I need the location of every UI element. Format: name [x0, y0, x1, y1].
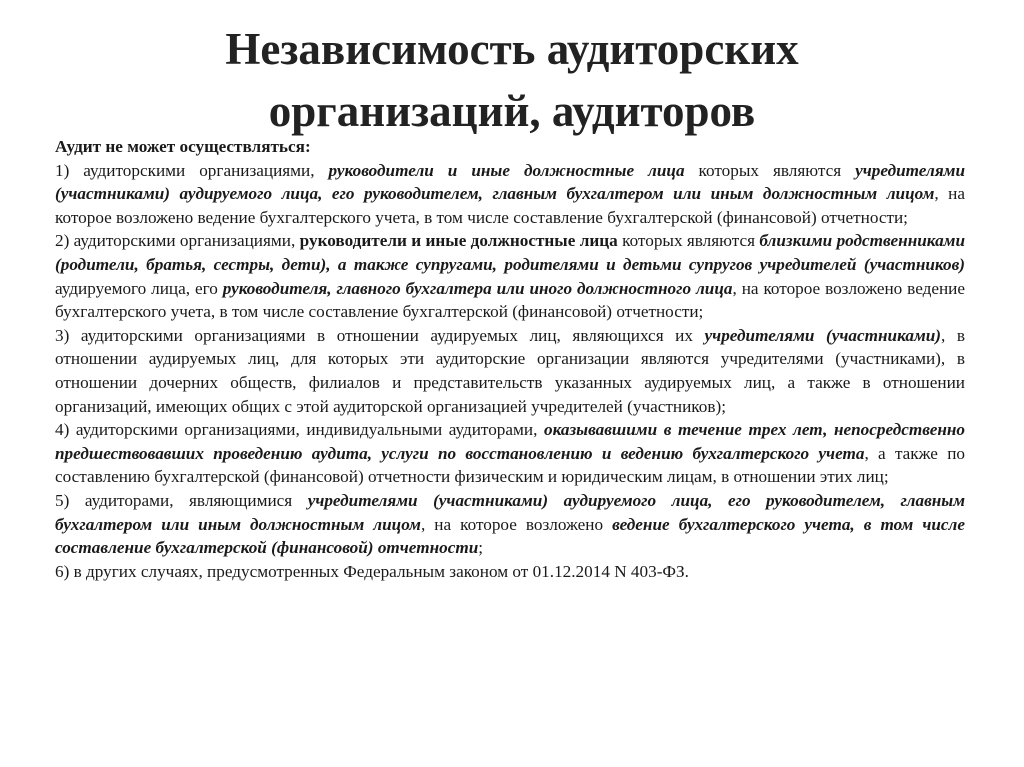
list-item-4 — [55, 418, 965, 489]
text-run: , на которое возложено ведение бухгалтерского учета, в том числе составление бухгалтерской (финансовой) отчетности; — [55, 278, 965, 322]
text-run: руководителя, главного бухгалтера или иного должностного лица — [222, 278, 733, 298]
text-run: которых являются — [617, 231, 760, 251]
text-run: ведение бухгалтерского учета, в том числе составление бухгалтерской (финансовой) отчетности — [55, 514, 965, 558]
text-run: 5) аудиторами, являющимися — [55, 490, 308, 510]
text-run: которых являются — [684, 160, 856, 180]
text-run: ; — [478, 538, 484, 558]
intro-heading: Аудит не может осуществляться: — [55, 137, 311, 156]
text-run: 6) в других случаях, предусмотренных Федеральным законом от 01.12.2014 N 403-ФЗ. — [55, 561, 689, 581]
text-run: , а также по составлению бухгалтерской (финансовой) отчетности физическим и юридическим лицам, в отношении этих лиц; — [55, 443, 965, 487]
text-run: учредителями (участниками) — [704, 325, 941, 345]
text-run: , в отношении аудируемых лиц, для которых эти аудиторские организации являются учредителями (участниками), в отношении дочерних обществ, филиалов и представительств указанных аудируемых лиц, а также в отношении организаций, имеющих общих с этой аудиторской организацией учредителей (участников); — [55, 325, 965, 416]
text-run: аудируемого лица, его — [55, 278, 223, 298]
text-run: руководители и иные должностные лица — [328, 160, 685, 180]
text-run: 2) аудиторскими организациями, — [55, 231, 300, 251]
text-run: близкими родственниками (родители, братья, сестры, дети), а также супругами, родителями и детьми супругов учредителей (участников) — [55, 231, 966, 274]
text-run: , на которое возложено — [420, 514, 613, 534]
list-item-5 — [55, 489, 965, 560]
list-item-6 — [55, 560, 965, 584]
text-run: 1) аудиторскими организациями, — [55, 160, 329, 180]
text-run: 3) аудиторскими организациями в отношении аудируемых лиц, являющихся их — [55, 325, 705, 345]
list-item-1 — [55, 159, 965, 230]
text-run: , на которое возложено ведение бухгалтерского учета, в том числе составление бухгалтерской (финансовой) отчетности; — [55, 184, 965, 227]
text-run: руководители и иные должностные лица — [299, 231, 618, 251]
text-run: оказывавшими в течение трех лет, непосредственно предшествовавших проведению аудита, услуги по восстановлению и ведению бухгалтерского учета — [55, 420, 965, 463]
title-line-2: организаций, аудиторов — [268, 86, 756, 136]
text-run: 4) аудиторскими организациями, индивидуальными аудиторами, — [55, 420, 544, 440]
text-run: учредителями (участниками) аудируемого лица, его руководителем, главным бухгалтером или иным должностным лицом — [55, 160, 966, 204]
numbered-list — [55, 159, 965, 584]
list-item-3 — [55, 324, 965, 418]
text-run: учредителями (участниками) аудируемого лица, его руководителем, главным бухгалтером или иным должностным лицом — [55, 490, 965, 534]
title-line-1: Независимость аудиторских — [225, 24, 799, 74]
slide-body — [55, 135, 965, 583]
slide-title — [120, 18, 904, 142]
list-item-2 — [55, 229, 965, 323]
